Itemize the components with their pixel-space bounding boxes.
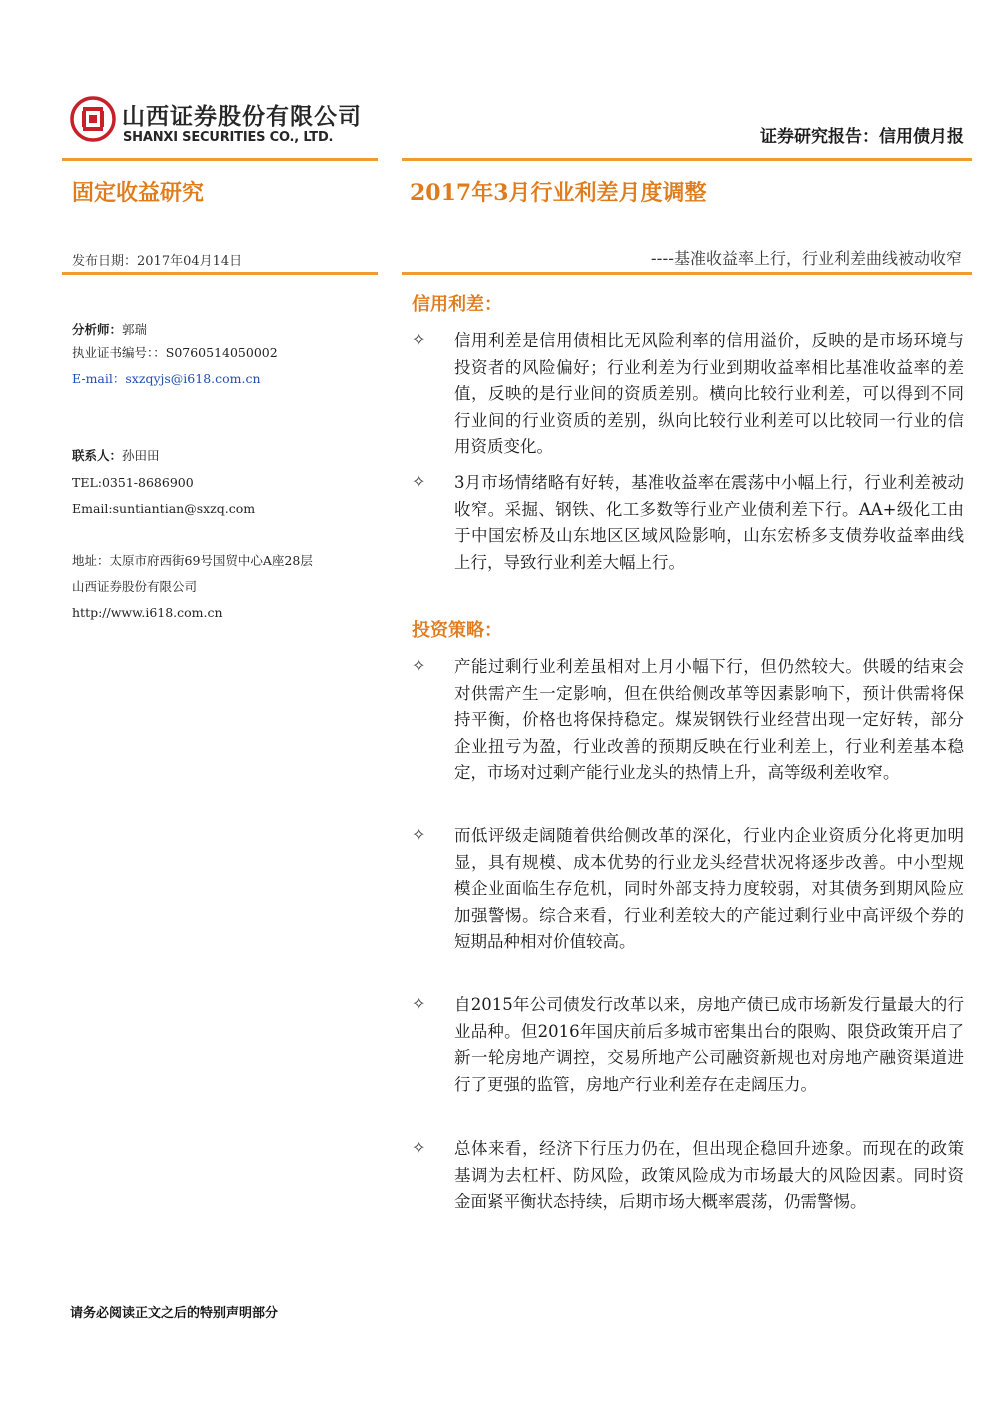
shanxi-securities-logo-icon	[70, 96, 116, 142]
report-type: 证券研究报告：信用债月报	[760, 127, 964, 147]
analyst-line	[72, 322, 147, 338]
divider	[402, 158, 972, 161]
company-logo	[70, 96, 362, 156]
bullet-text: 3月市场情绪略有好转，基准收益率在震荡中小幅上行，行业利差被动收窄。采掘、钢铁、化工多数等行业产业债利差下行。AA+级化工由于中国宏桥及山东地区区域风险影响，山东宏桥多支债券收益率曲线上行，导致行业利差大幅上行。	[454, 473, 964, 572]
contact-name: 孙田田	[122, 448, 160, 463]
bullet-icon: ✧	[412, 656, 426, 675]
bullet-text: 总体来看，经济下行压力仍在，但出现企稳回升迹象。而现在的政策基调为去杠杆、防风险，政策风险成为市场最大的风险因素。同时资金面紧平衡状态持续，后期市场大概率震荡，仍需警惕。	[454, 1139, 964, 1211]
disclaimer-note: 请务必阅读正文之后的特别声明部分	[70, 1306, 279, 1321]
company-name-en: SHANXI SECURITIES CO., LTD.	[123, 130, 334, 145]
analyst-email-line	[72, 371, 261, 387]
divider	[402, 272, 972, 275]
bullet-text: 自2015年公司债发行改革以来，房地产债已成市场新发行量最大的行业品种。但2016年国庆前后多城市密集出台的限购、限贷政策开启了新一轮房地产调控，交易所地产公司融资新规也对房地产融资渠道进行了更强的监管，房地产行业利差存在走阔压力。	[454, 995, 964, 1094]
analyst-label: 分析师：	[72, 322, 123, 337]
contact-line	[72, 448, 160, 464]
bullet-icon: ✧	[412, 472, 426, 491]
analyst-email-link[interactable]: sxzqyjs@i618.com.cn	[125, 371, 261, 386]
research-category: 固定收益研究	[72, 181, 205, 206]
report-title: 2017年3月行业利差月度调整	[410, 180, 707, 206]
company-name-cn: 山西证券股份有限公司	[122, 104, 362, 130]
divider	[62, 158, 378, 161]
contact-email[interactable]: Email:suntiantian@sxzq.com	[72, 501, 256, 516]
bullet-text: 信用利差是信用债相比无风险利率的信用溢价，反映的是市场环境与投资者的风险偏好；行业利差为行业到期收益率相比基准收益率的差值，反映的是行业间的资质差别。横向比较行业利差，可以得到不同行业间的行业资质的差别，纵向比较行业利差可以比较同一行业的信用资质变化。	[454, 331, 964, 456]
address-company: 山西证券股份有限公司	[72, 579, 198, 594]
bullet-icon: ✧	[412, 330, 426, 349]
contact-tel: TEL:0351-8686900	[72, 475, 194, 490]
bullet-icon: ✧	[412, 825, 426, 844]
license-number: 执业证书编号：：S0760514050002	[72, 345, 278, 360]
divider	[62, 272, 378, 275]
section-heading-strategy: 投资策略：	[412, 620, 502, 641]
email-label: E-mail：	[72, 371, 126, 386]
bullet-icon: ✧	[412, 994, 426, 1013]
analyst-name: 郭瑞	[122, 322, 148, 337]
contact-label: 联系人：	[72, 448, 123, 463]
bullet-text: 产能过剩行业利差虽相对上月小幅下行，但仍然较大。供暖的结束会对供需产生一定影响，但在供给侧改革等因素影响下，预计供需将保持平衡，价格也将保持稳定。煤炭钢铁行业经营出现一定好转，部分企业扭亏为盈，行业改善的预期反映在行业利差上，行业利差基本稳定，市场对过剩产能行业龙头的热情上升，高等级利差收窄。	[454, 657, 964, 782]
bullet-text: 而低评级走阔随着供给侧改革的深化，行业内企业资质分化将更加明显，具有规模、成本优势的行业龙头经营状况将逐步改善。中小型规模企业面临生存危机，同时外部支持力度较弱，对其债务到期风险应加强警惕。综合来看，行业利差较大的产能过剩行业中高评级个券的短期品种相对价值较高。	[454, 826, 964, 951]
section-heading-credit-spread: 信用利差：	[412, 294, 502, 315]
bullet-icon: ✧	[412, 1138, 426, 1157]
address: 地址：太原市府西街69号国贸中心A座28层	[72, 553, 313, 568]
website-link[interactable]: http://www.i618.com.cn	[72, 605, 223, 620]
publish-date: 发布日期：2017年04月14日	[72, 254, 243, 269]
report-subtitle: ----基准收益率上行，行业利差曲线被动收窄	[650, 249, 962, 268]
